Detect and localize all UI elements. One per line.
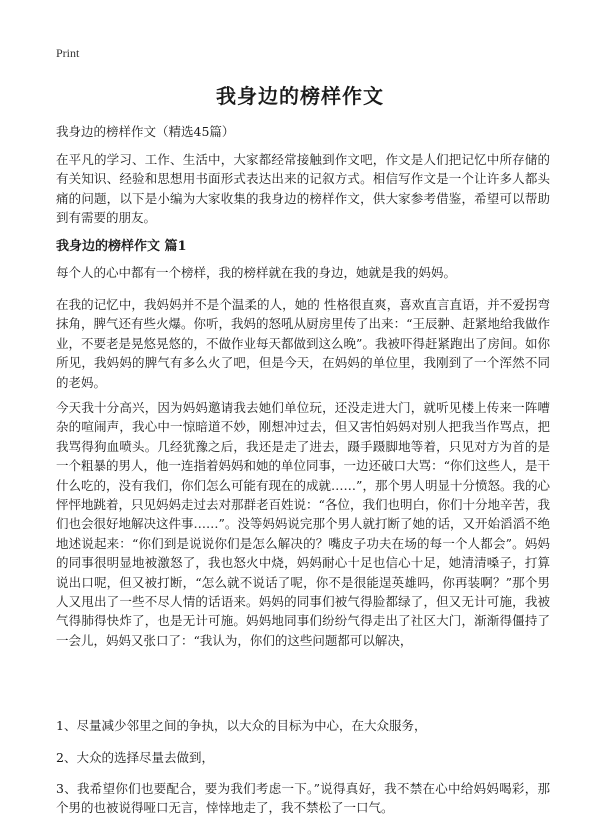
body-paragraph: 今天我十分高兴，因为妈妈邀请我去她们单位玩，还没走进大门，就听见楼上传来一阵嘈杂的喧闹声，我心中一惊暗道不妙，刚想冲过去，但又害怕妈妈对别人把我当作骂点，把我骂得狗血喷头。几经犹豫之后，我还是走了进去，蹑手蹑脚地等着，只见对方为首的是一个粗暴的男人，他一连指着妈妈和她的单位同事，一边还破口大骂：“你们这些人，是干什么吃的，没有我们，你们怎么可能有现在的成就……”，那个男人明显十分愤怒。我的心怦怦地跳着，只见妈妈走过去对那群老百姓说：“各位，我们也明白，你们十分地辛苦，我们也会很好地解决这件事……”。没等妈妈说完那个男人就打断了她的话，又开始滔滔不绝地述说起来：“你们到是说说你们是怎么解决的？嘴皮子功夫在场的每一个人都会”。妈妈的同事很明显地被激怒了，我也怒火中烧，妈妈耐心十足也信心十足，她清清嗓子，打算说出口呢，但又被打断，“怎么就不说话了呢，你不是很能逞英雄吗，你再装啊？”那个男人又甩出了一些不尽人情的话语来。妈妈的同事们被气得脸都绿了，但又无计可施，我被气得肺得快炸了，也是无计可施。妈妈地同事们纷纷气得走出了社区大门，渐渐得僵持了一会儿，妈妈又张口了：“我认为，你们的这些问题都可以解决，: [56, 400, 550, 648]
list-item: 2、大众的选择尽量去做到，: [56, 750, 214, 765]
document-subtitle: 我身边的榜样作文（精选45篇）: [56, 124, 235, 139]
body-paragraph: 每个人的心中都有一个榜样，我的榜样就在我的身边，她就是我的妈妈。: [56, 265, 457, 280]
print-label: Print: [56, 46, 80, 60]
list-item: 3、我希望你们也要配合，要为我们考虑一下。”说得真好，我不禁在心中给妈妈喝彩，那个男的也被说得哑口无言，悻悻地走了，我不禁松了一口气。: [56, 781, 550, 816]
document-title: 我身边的榜样作文: [216, 84, 384, 108]
body-paragraph: 在我的记忆中，我妈妈并不是个温柔的人，她的 性格很直爽，喜欢直言直语，并不爱拐弯抹角，脾气还有些火爆。你听，我妈的怒吼从厨房里传了出来：“王辰翀、赶紧地给我做作业，不要老是晃悠晃悠的，不做作业每天都做到这么晚”。我被吓得赶紧跑出了房间。如你所见，我妈妈的脾气有多么火了吧，但是今天，在妈妈的单位里，我刚到了一个浑然不同的老妈。: [56, 297, 550, 390]
list-item: 1、尽量减少邻里之间的争执，以大众的目标为中心，在大众服务，: [56, 718, 427, 733]
intro-paragraph: 在平凡的学习、工作、生活中，大家都经常接触到作文吧，作文是人们把记忆中所存储的有关知识、经验和思想用书面形式表达出来的记叙方式。相信写作文是一个让许多人都头痛的问题，以下是小编为大家收集的我身边的榜样作文，供大家参考借鉴，希望可以帮助到有需要的朋友。: [56, 152, 550, 226]
section-heading: 我身边的榜样作文 篇1: [56, 239, 187, 254]
